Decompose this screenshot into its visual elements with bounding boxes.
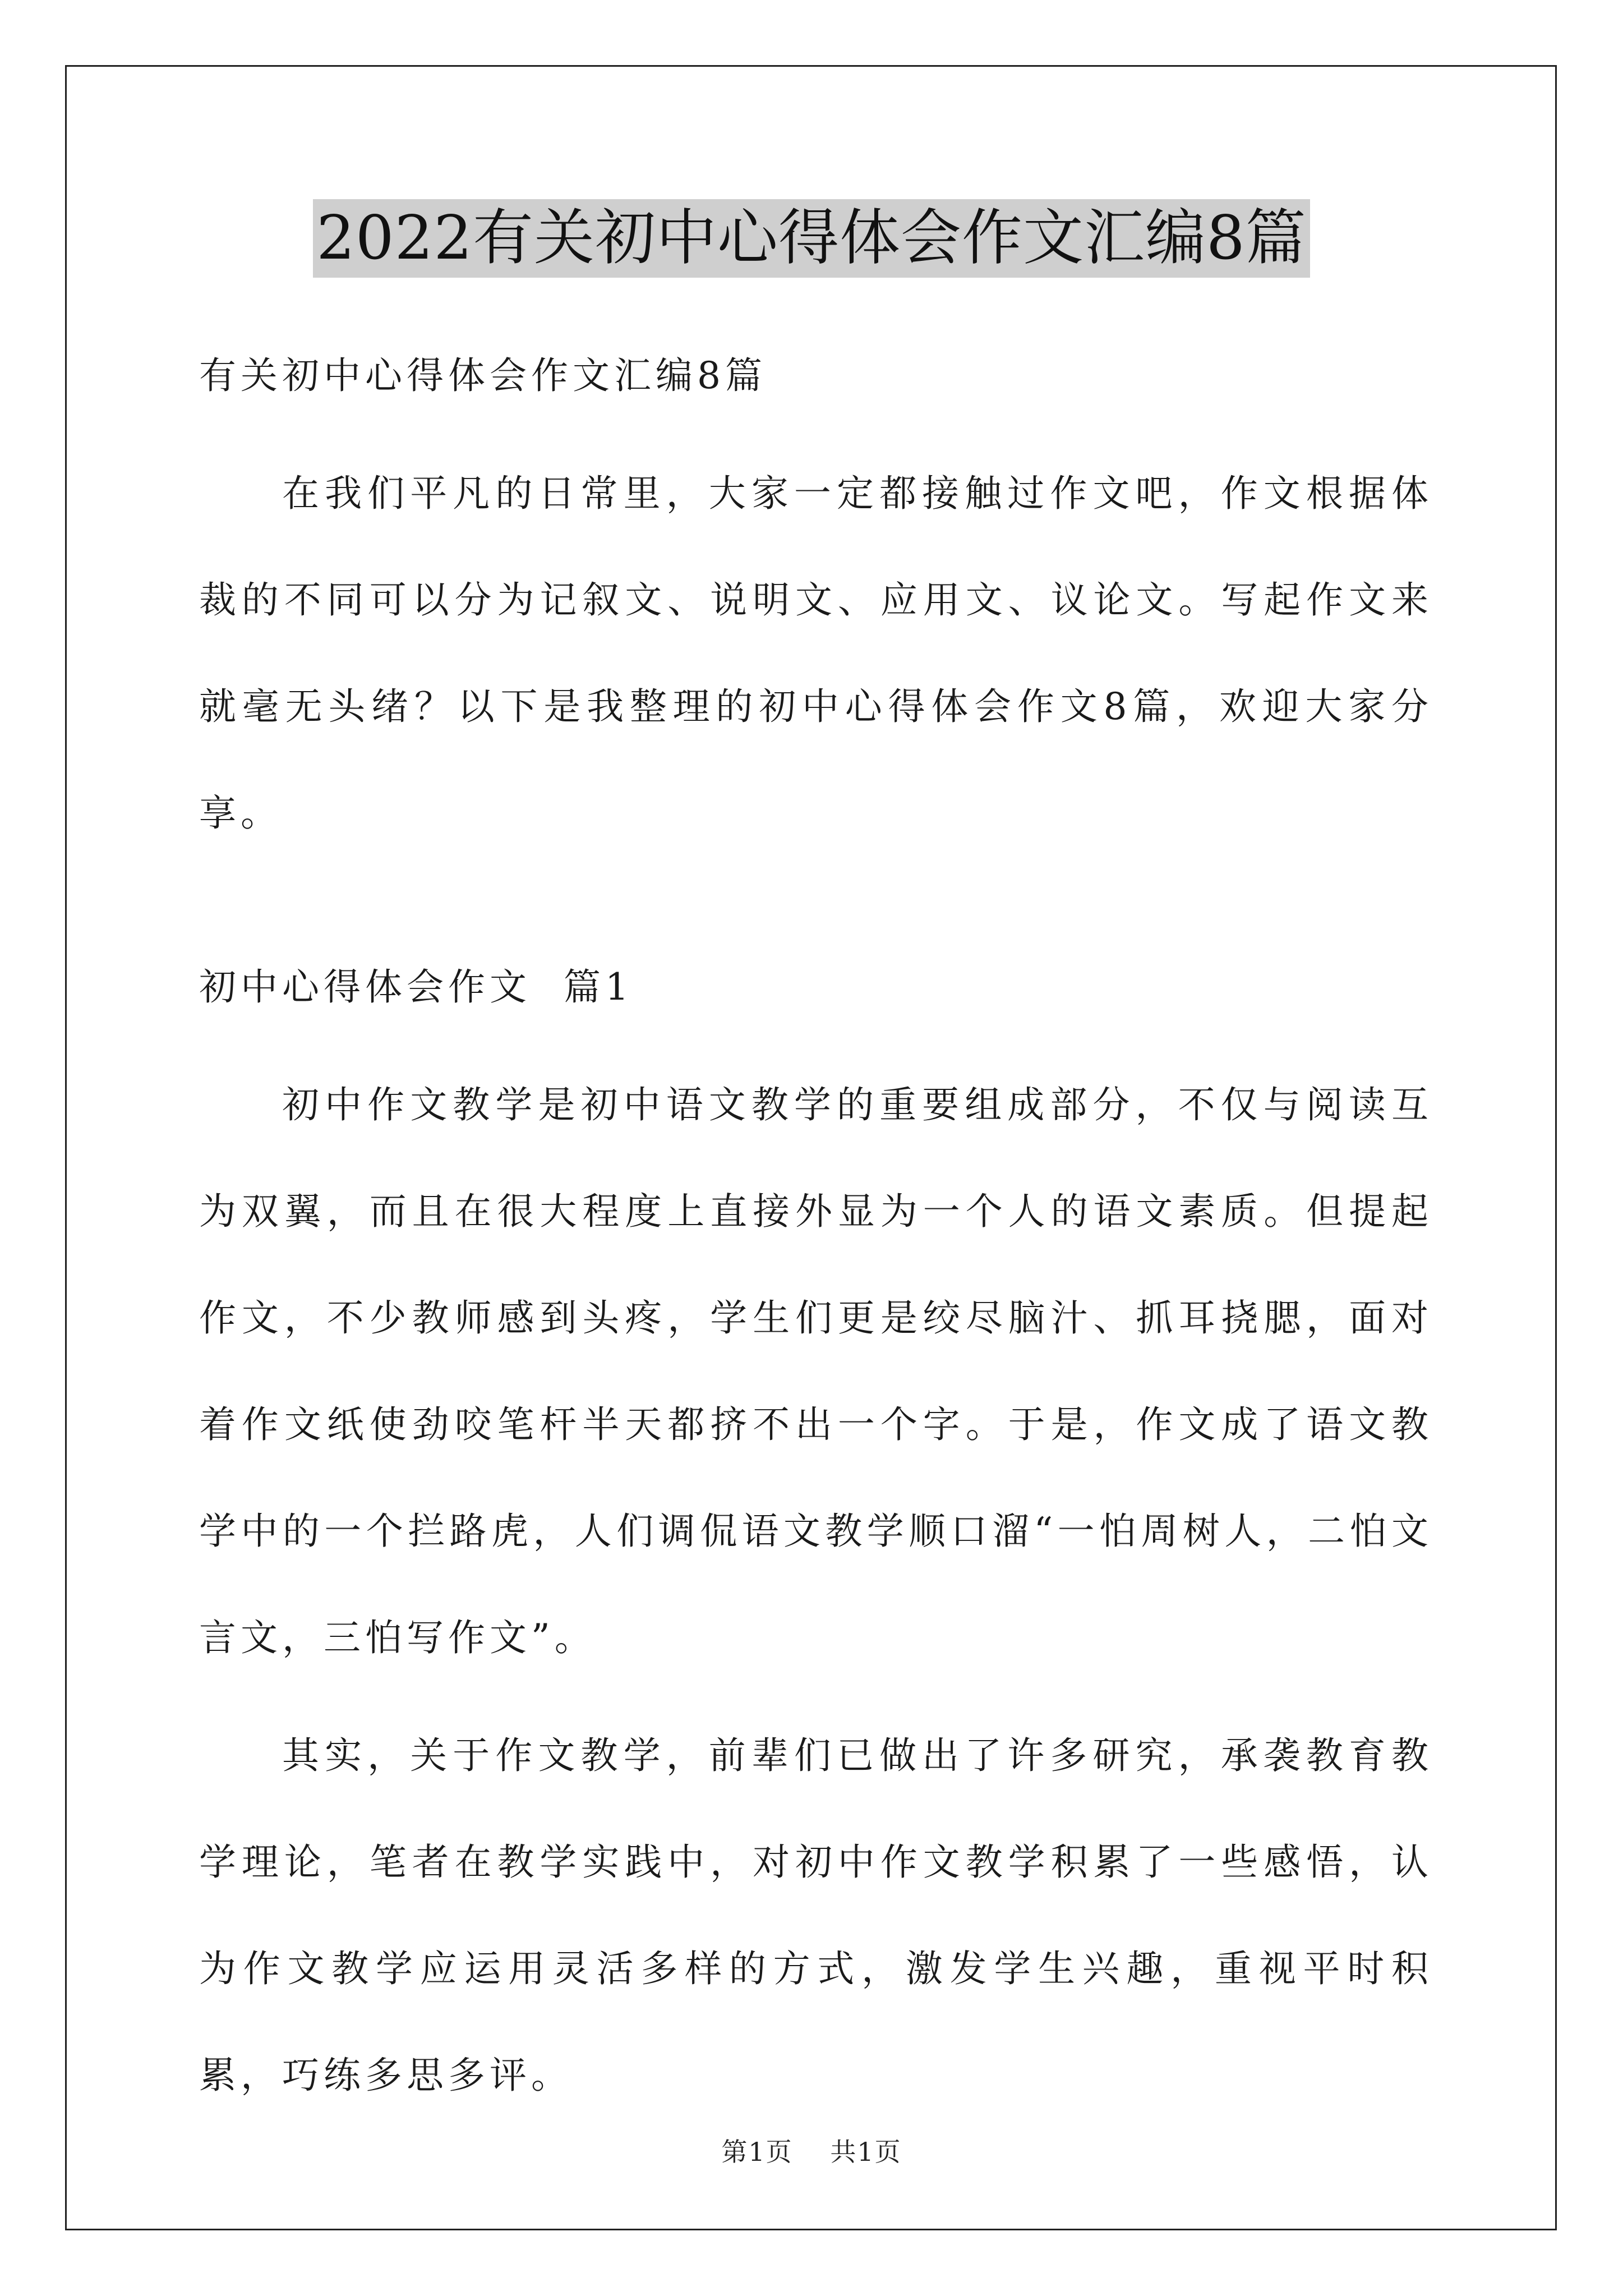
page-total: 共1页 [830,2137,902,2167]
spacer [199,1691,1433,1703]
page-number: 第1页 [721,2137,793,2167]
body-paragraph: 其实，关于作文教学，前辈们已做出了许多研究，承袭教育教学理论，笔者在教学实践中，对初中作文教学积累了一些感悟，认为作文教学应运用灵活多样的方式，激发学生兴趣，重视平时积累，巧练多思多评。 [199,1734,1433,2097]
spacer [199,1041,1433,1052]
document-body [199,323,1433,2129]
page-footer [0,2132,1623,2169]
intro-paragraph: 在我们平凡的日常里，大家一定都接触过作文吧，作文根据体裁的不同可以分为记叙文、说明文、应用文、议论文。写起作文来就毫无头绪？以下是我整理的初中心得体会作文8篇，欢迎大家分享。 [199,472,1433,835]
body-paragraph: 初中作文教学是初中语文教学的重要组成部分，不仅与阅读互为双翼，而且在很大程度上直接外显为一个人的语文素质。但提起作文，不少教师感到头疼，学生们更是绞尽脑汁、抓耳挠腮，面对着作文纸使劲咬笔杆半天都挤不出一个字。于是，作文成了语文教学中的一个拦路虎，人们调侃语文教学顺口溜“一怕周树人，二怕文言文，三怕写作文”。 [199,1083,1433,1659]
spacer [199,429,1433,440]
spacer [199,867,1433,934]
title-container [0,199,1623,278]
section-heading: 初中心得体会作文 篇1 [199,965,633,1009]
document-title: 2022有关初中心得体会作文汇编8篇 [313,199,1310,278]
document-subtitle: 有关初中心得体会作文汇编8篇 [199,354,767,397]
